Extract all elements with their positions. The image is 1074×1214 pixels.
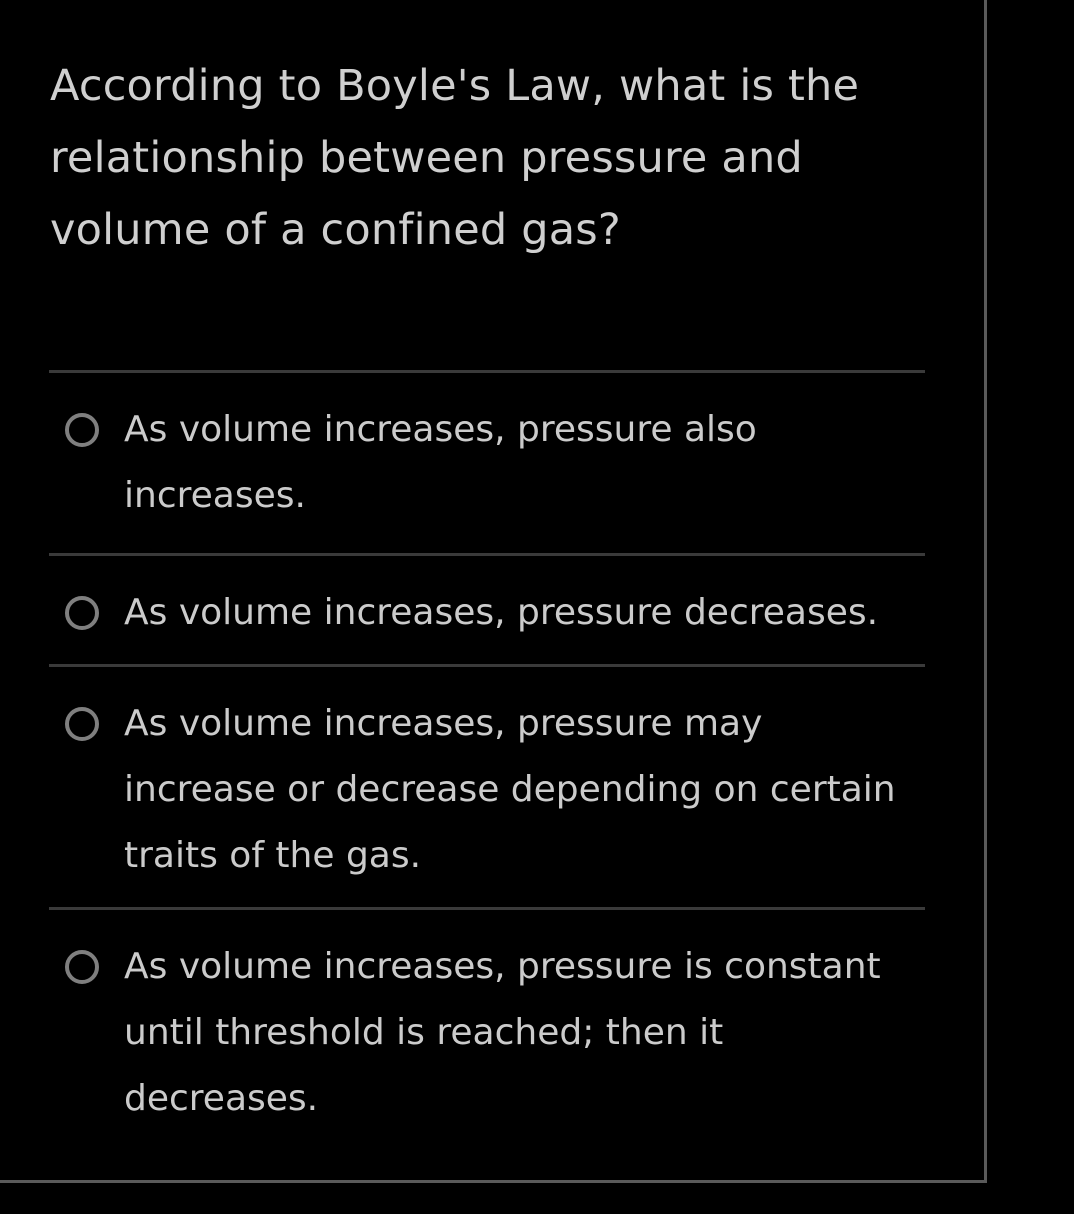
answer-label: As volume increases, pressure may increase or decrease depending on certain traits of the gas. [124, 703, 896, 876]
answer-label: As volume increases, pressure decreases. [124, 592, 879, 633]
answer-list [49, 370, 925, 1132]
answer-label: As volume increases, pressure also increases. [124, 409, 757, 516]
answer-option-3[interactable] [49, 667, 925, 907]
answer-option-4[interactable] [49, 910, 925, 1132]
radio-button-icon[interactable] [65, 707, 99, 741]
question-text: According to Boyle's Law, what is the relationship between pressure and volume of a confined gas? [50, 61, 860, 255]
radio-button-icon[interactable] [65, 413, 99, 447]
answer-label: As volume increases, pressure is constant until threshold is reached; then it decreases. [124, 946, 881, 1119]
radio-button-icon[interactable] [65, 950, 99, 984]
radio-button-icon[interactable] [65, 596, 99, 630]
answer-option-2[interactable] [49, 556, 925, 664]
answer-option-1[interactable] [49, 373, 925, 553]
